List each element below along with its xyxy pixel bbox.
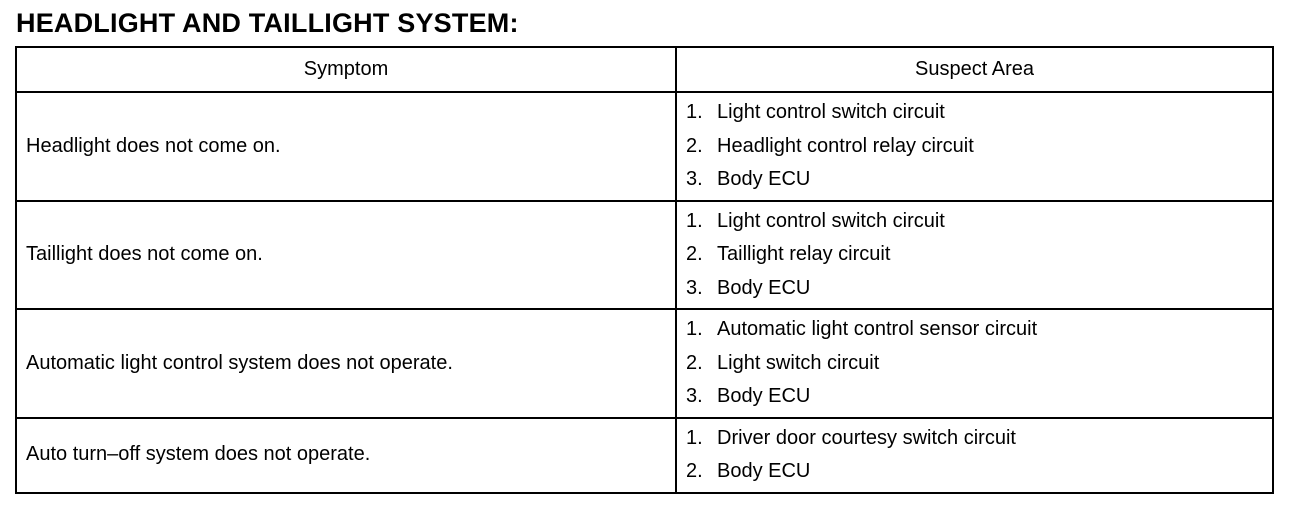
suspect-list xyxy=(686,205,1272,306)
suspect-area-cell xyxy=(676,418,1273,493)
suspect-area-cell xyxy=(676,309,1273,418)
list-item xyxy=(686,272,1272,306)
suspect-area-cell xyxy=(676,201,1273,310)
list-item xyxy=(686,96,1272,130)
page-title: HEADLIGHT AND TAILLIGHT SYSTEM: xyxy=(16,8,519,38)
item-number: 2. xyxy=(686,134,703,157)
column-header-suspect-area: Suspect Area xyxy=(676,47,1273,92)
list-item xyxy=(686,313,1272,347)
symptom-cell: Automatic light control system does not operate. xyxy=(16,309,676,418)
column-header-symptom: Symptom xyxy=(16,47,676,92)
item-text: Driver door courtesy switch circuit xyxy=(717,426,1016,449)
symptom-cell: Taillight does not come on. xyxy=(16,201,676,310)
item-number: 2. xyxy=(686,243,703,265)
troubleshooting-table xyxy=(15,46,1274,494)
item-text: Light control switch circuit xyxy=(717,101,945,123)
suspect-area-cell xyxy=(676,92,1273,201)
item-text: Body ECU xyxy=(717,385,811,407)
item-number: 1. xyxy=(686,318,703,340)
suspect-list xyxy=(686,96,1272,197)
table-row xyxy=(16,201,1273,310)
item-text: Automatic light control sensor circuit xyxy=(717,318,1038,340)
list-item xyxy=(686,455,1272,489)
item-text: Body ECU xyxy=(717,168,811,190)
item-text: Taillight relay circuit xyxy=(717,243,891,265)
table-row xyxy=(16,92,1273,201)
list-item xyxy=(686,422,1272,456)
list-item xyxy=(686,238,1272,272)
item-number: 2. xyxy=(686,351,703,374)
item-text: Headlight control relay circuit xyxy=(717,134,974,157)
item-text: Light control switch circuit xyxy=(717,209,945,232)
item-number: 1. xyxy=(686,209,703,232)
item-number: 3. xyxy=(686,276,703,299)
table-header-row xyxy=(16,47,1273,92)
item-number: 3. xyxy=(686,385,703,407)
symptom-cell: Auto turn–off system does not operate. xyxy=(16,418,676,493)
item-number: 1. xyxy=(686,426,703,449)
list-item xyxy=(686,163,1272,197)
list-item xyxy=(686,205,1272,239)
suspect-list xyxy=(686,313,1272,414)
list-item xyxy=(686,380,1272,414)
item-text: Body ECU xyxy=(717,460,811,482)
table-row xyxy=(16,418,1273,493)
table-row xyxy=(16,309,1273,418)
suspect-list xyxy=(686,422,1272,489)
item-number: 3. xyxy=(686,168,703,190)
symptom-cell: Headlight does not come on. xyxy=(16,92,676,201)
list-item xyxy=(686,347,1272,381)
item-number: 2. xyxy=(686,460,703,482)
item-number: 1. xyxy=(686,101,703,123)
item-text: Light switch circuit xyxy=(717,351,880,374)
item-text: Body ECU xyxy=(717,276,811,299)
list-item xyxy=(686,130,1272,164)
